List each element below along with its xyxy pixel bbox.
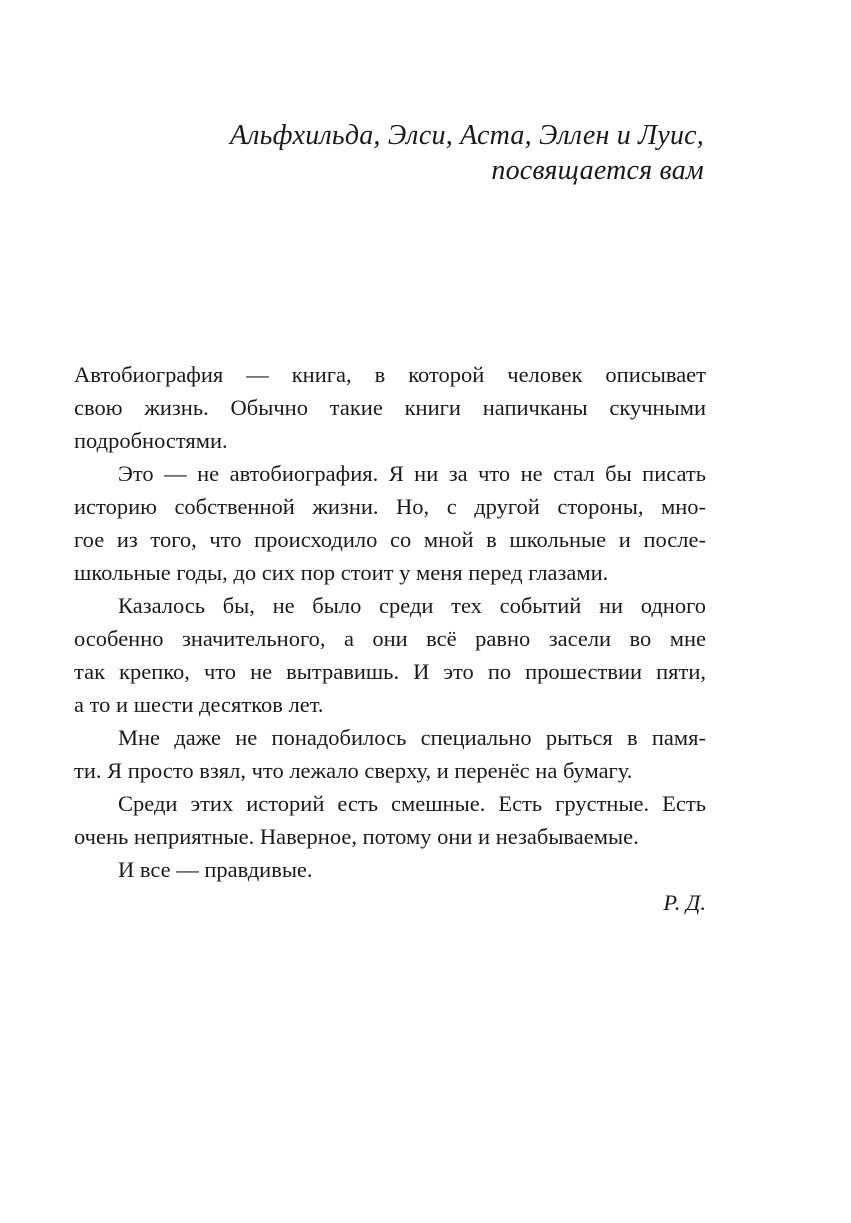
text-line: так крепко, что не вытравишь. И это по прошествии пяти, <box>74 659 706 684</box>
text-line: а то и шести десятков лет. <box>74 692 324 717</box>
text-line: подробностями. <box>74 428 228 453</box>
text-line: ти. Я просто взял, что лежало сверху, и перенёс на бумагу. <box>74 758 633 783</box>
dedication-line: Альфхильда, Элси, Аста, Эллен и Луис, <box>229 120 704 151</box>
text-line: И все — правдивые. <box>118 857 313 882</box>
text-line: Казалось бы, не было среди тех событий ни одного <box>118 593 706 618</box>
text-line: Автобиография — книга, в которой человек описывает <box>74 362 706 387</box>
text-line: особенно значительного, а они всё равно засели во мне <box>74 626 706 651</box>
text-line: школьные годы, до сих пор стоит у меня перед глазами. <box>74 560 609 585</box>
dedication <box>230 118 704 188</box>
author-signature: Р. Д. <box>663 890 706 915</box>
text-line: Мне даже не понадобилось специально рыться в памя- <box>118 725 706 750</box>
preface-text <box>74 358 706 919</box>
text-line: историю собственной жизни. Но, с другой стороны, мно- <box>74 494 706 519</box>
dedication-line: посвящается вам <box>491 155 704 186</box>
text-line: гое из того, что происходило со мной в школьные и после- <box>74 527 706 552</box>
text-line: Среди этих историй есть смешные. Есть грустные. Есть <box>118 791 706 816</box>
text-line: Это — не автобиография. Я ни за что не стал бы писать <box>118 461 706 486</box>
text-line: очень неприятные. Наверное, потому они и незабываемые. <box>74 824 639 849</box>
text-line: свою жизнь. Обычно такие книги напичканы скучными <box>74 395 706 420</box>
